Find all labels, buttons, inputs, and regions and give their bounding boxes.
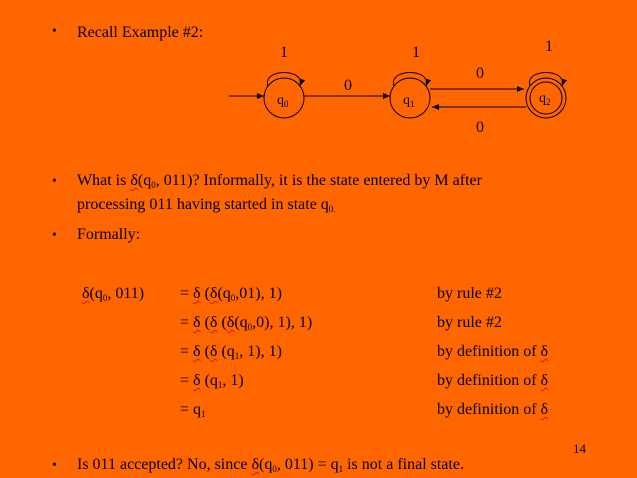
loop-label-q0: 1 [280, 44, 288, 61]
derivation-reason-3: by definition of δ [437, 343, 549, 360]
state-q0-label: $q_0$ [277, 93, 289, 109]
state-q1-label: $q_1$ [403, 93, 415, 109]
derivation-reason-5: by definition of δ [437, 401, 549, 418]
edge-label-q0-q1: 0 [344, 77, 352, 94]
edge-label-q1-q2: 0 [476, 65, 484, 82]
what-is-line-1: What is $\delta(q_0$, 011)? Informally, it is the state entered by M after [77, 172, 482, 190]
self-loop-q1 [393, 73, 426, 87]
edge-label-q2-q1: 0 [476, 119, 484, 136]
state-q0 [264, 44, 304, 118]
state-q2-label: $q_2$ [539, 91, 551, 107]
delta-symbol: δ [130, 172, 138, 189]
delta-symbol: δ [251, 456, 259, 473]
what-is-line-2: processing 011 having started in state $q_{0.}$ [77, 196, 336, 214]
bullet-marker: • [52, 458, 57, 473]
bullet-marker: • [52, 24, 57, 39]
page-number: 14 [573, 441, 586, 456]
derivation-row-5: = $q_1$ [180, 401, 206, 419]
derivation-lhs: $\delta(q_0$, 011) [82, 285, 145, 303]
state-q1 [390, 44, 430, 118]
recall-text: Recall Example #2: [77, 24, 204, 41]
loop-label-q2: 1 [545, 38, 553, 55]
state-q2 [526, 38, 566, 118]
derivation-reason-2: by rule #2 [437, 314, 502, 331]
bullet-marker: • [52, 228, 57, 243]
derivation-row-1: = δ ($\delta(q_0,01)$, 1) [180, 285, 282, 303]
loop-label-q1: 1 [412, 44, 420, 61]
derivation-reason-4: by definition of δ [437, 372, 549, 389]
derivation-row-3: = δ (δ ($q_1$, 1), 1) [180, 343, 282, 361]
state-q1-circle [390, 78, 430, 118]
derivation-reason-1: by rule #2 [437, 285, 502, 302]
self-loop-q2 [529, 73, 562, 87]
derivation-row-2: = δ (δ ($\delta(q_0,0)$, 1), 1) [180, 314, 313, 332]
formally-text: Formally: [77, 226, 141, 243]
delta-symbol: δ [82, 285, 90, 302]
self-loop-q0 [267, 73, 300, 87]
derivation-row-4: = δ ($q_1$, 1) [180, 372, 244, 390]
dfa-diagram [0, 0, 637, 160]
bullet-marker: • [52, 174, 57, 189]
accepted-text: Is 011 accepted? No, since $\delta(q_0$, $011) = q_1$ is not a final state. [77, 456, 464, 474]
state-q0-circle [264, 78, 304, 118]
